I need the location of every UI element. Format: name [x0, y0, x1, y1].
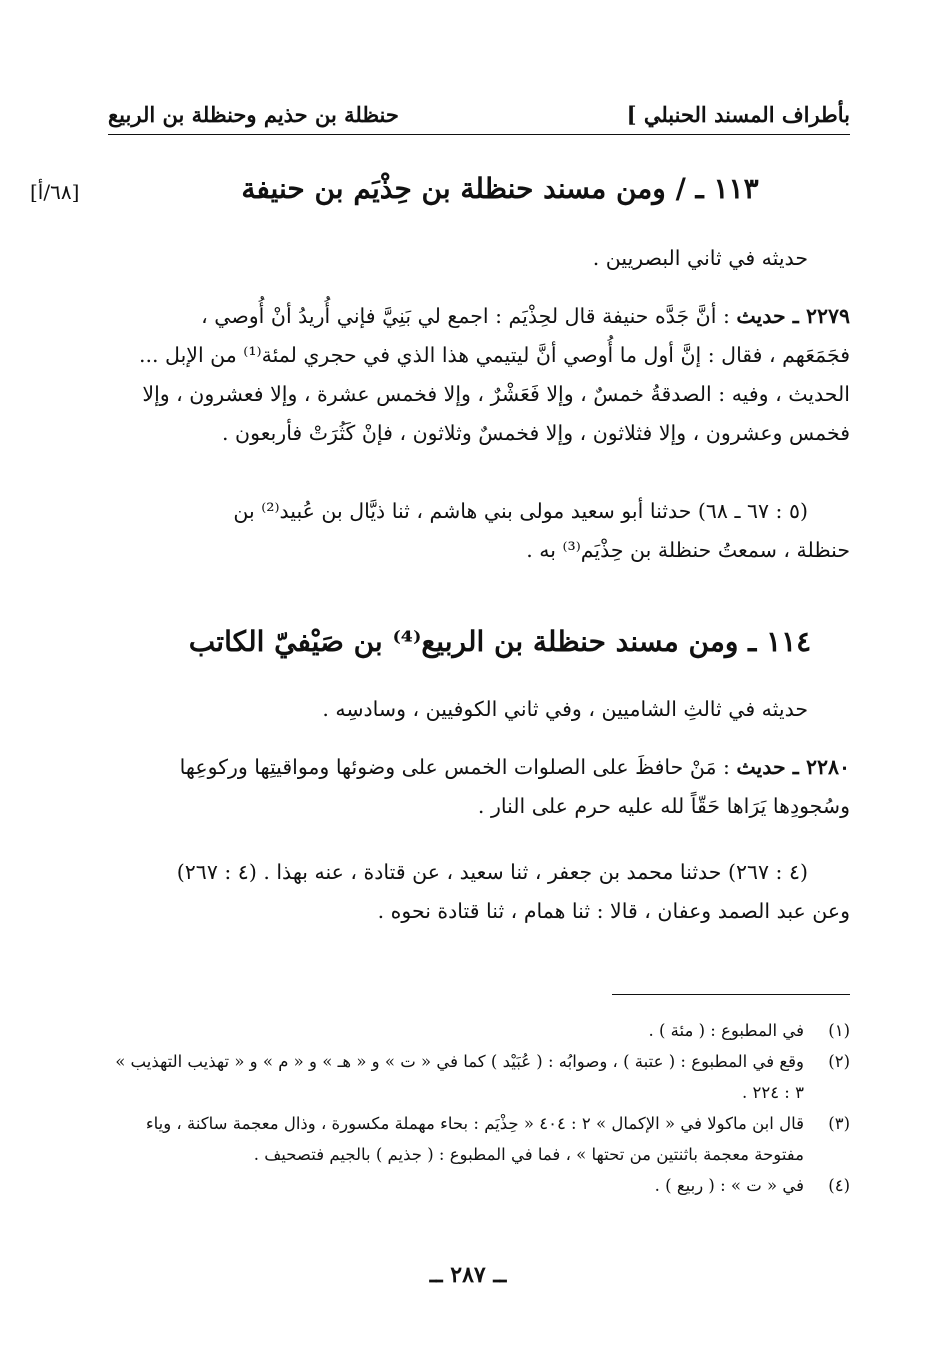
- footnote-2: [108, 1046, 850, 1108]
- section-113-intro: [108, 239, 850, 278]
- hadith-2279-isnad: [108, 492, 850, 570]
- hadith-2280-line-1-text: : مَنْ حافظَ على الصلوات الخمس على وضوئها ومواقيتِها وركوعِها: [179, 755, 730, 779]
- hadith-2280-isnad-line-2: وعن عبد الصمد وعفان ، قالا : ثنا همام ، ثنا قتادة نحوه .: [377, 899, 850, 923]
- hadith-2279-line-3: الحديث ، وفيه : الصدقةُ خمسٌ ، وإلا فَعَشْرٌ ، وإلا فخمس عشرة ، وإلا فعشرون ، وإلا: [142, 382, 850, 406]
- footnote-4: [108, 1170, 850, 1201]
- hadith-2280-isnad: [108, 853, 850, 931]
- footnote-2-number: (٢): [828, 1052, 850, 1071]
- hadith-2280-number: ٢٢٨٠ ـ حديث: [736, 755, 850, 779]
- hadith-2279-line-2: فجَمَعَهم ، فقال : إنَّ أول ما أُوصي أنَّ ليتيمي هذا الذي في حجري لمئة⁽¹⁾ من الإبل ...: [138, 343, 850, 367]
- page-number: ــ ٢٨٧ ــ: [429, 1262, 507, 1288]
- footnote-2-line-2: ٣ : ٢٢٤ .: [741, 1083, 804, 1102]
- section-113-heading: ١١٣ ـ / ومن مسند حنظلة بن حِذْيَم بن حنيفة: [241, 172, 759, 205]
- footnote-2-line-1: وقع في المطبوع : ( عتبة ) ، وصوابُه : ( عُبَيْد ) كما في « ت » و « هـ » و « م » و « تهذيب التهذيب »: [115, 1052, 804, 1071]
- hadith-2279-isnad-line-1: (٥ : ٦٧ ـ ٦٨) حدثنا أبو سعيد مولى بني هاشم ، ثنا ذيَّال بن عُبيد⁽²⁾ بن: [233, 499, 808, 523]
- hadith-2280-line-1: [108, 748, 850, 787]
- footnote-4-number: (٤): [828, 1176, 850, 1195]
- footnote-1-line-1: في المطبوع : ( مئة ) .: [648, 1021, 804, 1040]
- footnote-3-number: (٣): [828, 1114, 850, 1133]
- running-head-chapter-title: حنظلة بن حذيم وحنظلة بن الربيع: [108, 102, 399, 127]
- section-114-heading: ١١٤ ـ ومن مسند حنظلة بن الربيع⁽⁴⁾ بن صَيْفيّ الكاتب: [188, 625, 812, 658]
- hadith-2280-line-2: وسُجودِها يَرَاها حَقّاً لله عليه حرم على النار .: [477, 794, 850, 818]
- footnote-separator: [612, 994, 850, 995]
- hadith-2280-text: [108, 748, 850, 826]
- footnote-1-number: (١): [828, 1021, 850, 1040]
- footnote-3: [108, 1108, 850, 1170]
- section-113-intro-line: حديثه في ثاني البصريين .: [592, 246, 808, 270]
- footnotes: [108, 1015, 850, 1201]
- running-head-book-title: بأطراف المسند الحنبلي ]: [626, 102, 850, 127]
- margin-folio-reference: [٦٨/أ]: [30, 180, 80, 204]
- hadith-2279-line-1-text: : أنَّ جَدَّه حنيفة قال لحِذْيَم : اجمع لي بَنِيَّ فإني أُريدُ أنْ أُوصي ،: [201, 304, 730, 328]
- footnote-1: [108, 1015, 850, 1046]
- hadith-2279-line-4: فخمس وعشرون ، وإلا فثلاثون ، وإلا فخمسٌ وثلاثون ، فإنْ كَثُرَتْ فأربعون .: [222, 421, 850, 445]
- footnote-3-line-2: مفتوحة معجمة باثنتين من تحتها » ، فما في المطبوع : ( جذيم ) بالجيم فتصحيف .: [253, 1145, 804, 1164]
- footnote-4-line-1: في « ت » : ( ربيع ) .: [654, 1176, 804, 1195]
- running-head: [108, 100, 850, 135]
- hadith-2280-isnad-line-1: (٤ : ٢٦٧) حدثنا محمد بن جعفر ، ثنا سعيد ، عن قتادة ، عنه بهذا . (٤ : ٢٦٧): [176, 860, 808, 884]
- hadith-2279-line-1: [108, 297, 850, 336]
- footnote-3-line-1: قال ابن ماكولا في « الإكمال » ٢ : ٤٠٤ « حِذْيَم : بحاء مهملة مكسورة ، وذال معجمة ساكنة ، وياء: [145, 1114, 804, 1133]
- hadith-2279-isnad-line-2: حنظلة ، سمعتُ حنظلة بن حِذْيَم⁽³⁾ به .: [526, 538, 850, 562]
- section-114-intro-line: حديثه في ثالثِ الشاميين ، وفي ثاني الكوفيين ، وسادسِه .: [322, 697, 808, 721]
- hadith-2279-number: ٢٢٧٩ ـ حديث: [736, 304, 850, 328]
- hadith-2279-text: [108, 297, 850, 453]
- section-114-intro: [108, 690, 850, 729]
